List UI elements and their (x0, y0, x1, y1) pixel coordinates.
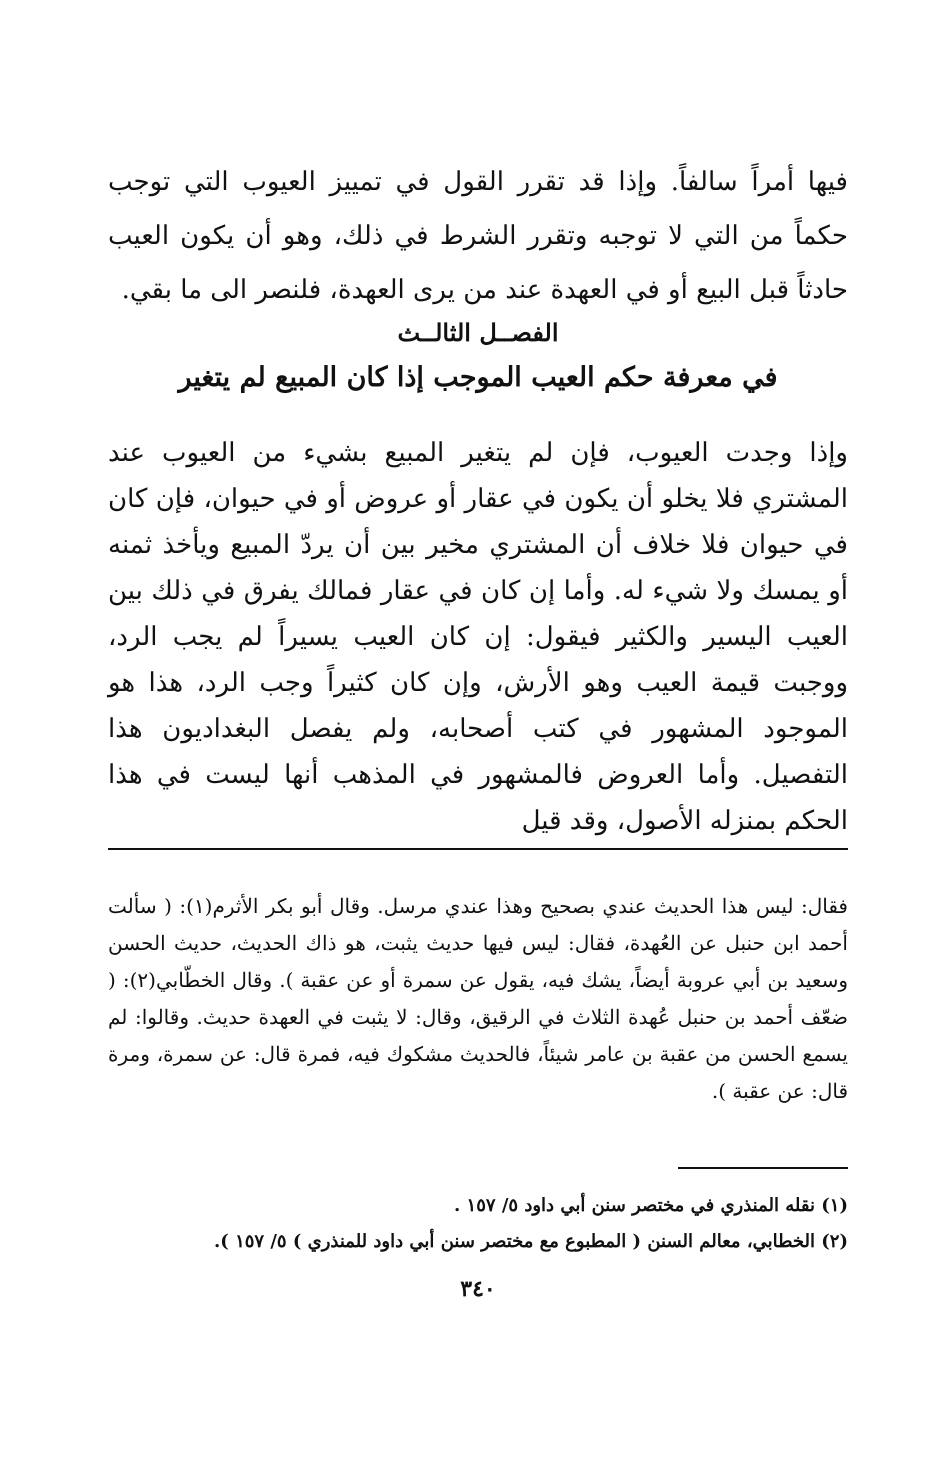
footnote-item: (١) نقله المنذري في مختصر سنن أبي داود ٥/ ١٥٧ . (453, 1195, 848, 1216)
chapter-heading: الفصــل الثالــث (397, 318, 559, 347)
intro-paragraph: فيها أمراً سالفاً. وإذا قد تقرر القول في تمييز العيوب التي توجب حكماً من التي لا توجبه وتقرر الشرط في ذلك، وهو أن يكون العيب حادثاً قبل البيع أو في العهدة عند من يرى العهدة، فلنصر الى ما بقي. (108, 167, 848, 305)
page-number: ٣٤٠ (460, 1276, 496, 1302)
footnote-continuation: فقال: ليس هذا الحديث عندي بصحيح وهذا عندي مرسل. وقال أبو بكر الأثرم(١): ( سألت أحمد ابن حنبل عن العُهدة، فقال: ليس فيها حديث يثبت، هو ذاك الحديث، حديث الحسن وسعيد بن أبي عروبة أيضاً، يشك فيه، يقول عن سمرة أو عن عقبة ). وقال الخطّابي(٢): ( ضعّف أحمد بن حنبل عُهدة الثلاث في الرقيق، وقال: لا يثبت في العهدة حديث. وقالوا: لم يسمع الحسن من عقبة بن عامر شيئاً، فالحديث مشكوك فيه، فمرة قال: عن سمرة، ومرة قال: عن عقبة ). (108, 894, 848, 1103)
body-paragraph: وإذا وجدت العيوب، فإن لم يتغير المبيع بشيء من العيوب عند المشتري فلا يخلو أن يكون في عقار أو عروض أو في حيوان، فإن كان في حيوان فلا خلاف أن المشتري مخير بين أن يردّ المبيع ويأخذ ثمنه أو يمسك ولا شيء له. وأما إن كان في عقار فمالك يفرق في ذلك بين العيب اليسير والكثير فيقول: إن كان العيب يسيراً لم يجب الرد، ووجبت قيمة العيب وهو الأرش، وإن كان كثيراً وجب الرد، هذا هو الموجود المشهور في كتب أصحابه، ولم يفصل البغداديون هذا التفصيل. وأما العروض فالمشهور في المذهب أنها ليست في هذا الحكم بمنزله الأصول، وقد قيل (108, 438, 848, 836)
footnote-item: (٢) الخطابي، معالم السنن ( المطبوع مع مختصر سنن أبي داود للمنذري ) ٥/ ١٥٧ ). (214, 1231, 848, 1252)
chapter-title: في معرفة حكم العيب الموجب إذا كان المبيع لم يتغير (178, 362, 778, 393)
footnote-separator (108, 848, 848, 850)
footnote-list (108, 1188, 848, 1260)
footnote-short-rule (678, 1167, 848, 1169)
